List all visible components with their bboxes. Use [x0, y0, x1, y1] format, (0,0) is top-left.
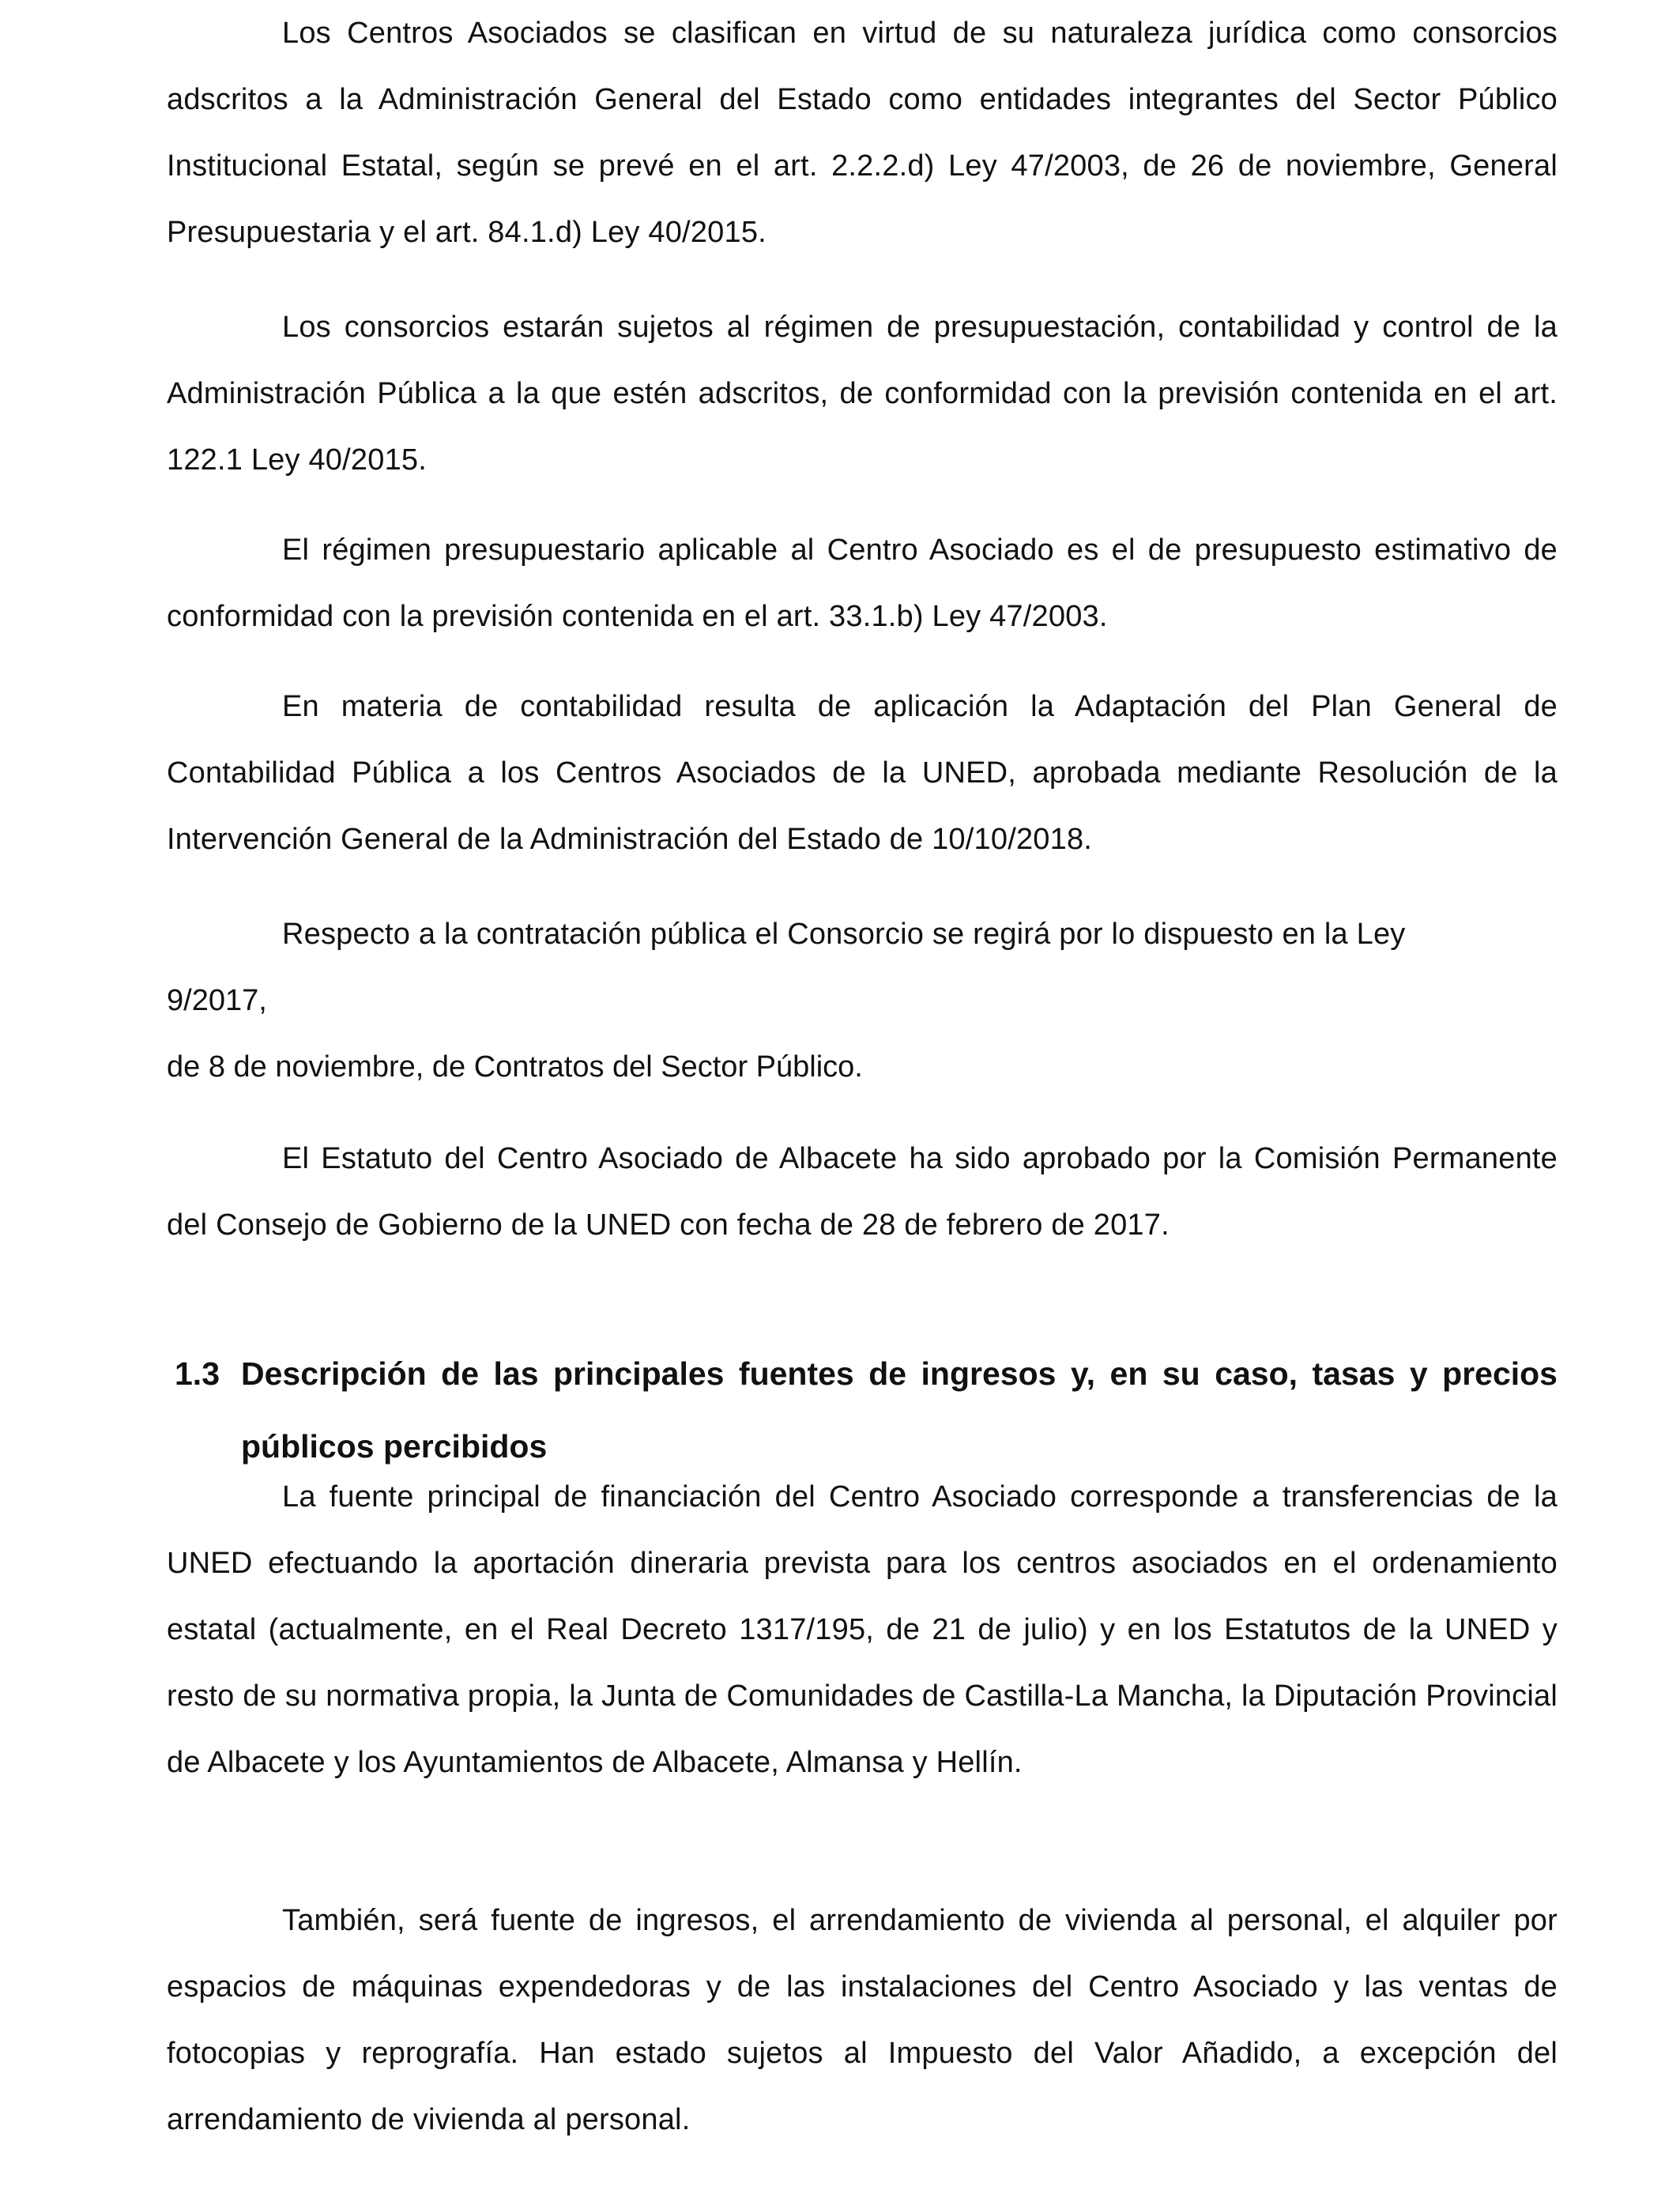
paragraph-contratacion-line1: Respecto a la contratación pública el Consorcio se regirá por lo dispuesto en la Ley	[282, 918, 1406, 951]
paragraph-estatuto: El Estatuto del Centro Asociado de Albacete ha sido aprobado por la Comisión Permanente del Consejo de Gobierno de la UNED con fecha de 28 de febrero de 2017.	[167, 1142, 1558, 1242]
paragraph-regimen-presupuestario: El régimen presupuestario aplicable al Centro Asociado es el de presupuesto estimativo de conformidad con la previsión contenida en el art. 33.1.b) Ley 47/2003.	[167, 533, 1558, 633]
paragraph-contratacion-line2: 9/2017,	[167, 984, 267, 1017]
paragraph-contratacion-line3: de 8 de noviembre, de Contratos del Sector Público.	[167, 1050, 863, 1084]
paragraph-fuente-financiacion: La fuente principal de financiación del Centro Asociado corresponde a transferencias de la UNED efectuando la aportación dineraria prevista para los centros asociados en el ordenamiento estatal (actualmente, en el Real Decreto 1317/195, de 21 de julio) y en los Estatutos de la UNED y resto de su normativa propia, la Junta de Comunidades de Castilla-La Mancha, la Diputación Provincial de Albacete y los Ayuntamientos de Albacete, Almansa y Hellín.	[167, 1480, 1558, 1779]
paragraph-regimen-consorcios: Los consorcios estarán sujetos al régimen de presupuestación, contabilidad y control de la Administración Pública a la que estén adscritos, de conformidad con la previsión contenida en el art. 122.1 Ley 40/2015.	[167, 311, 1558, 477]
section-heading	[175, 1337, 1558, 1483]
section-title-line2: públicos percibidos	[241, 1428, 548, 1465]
paragraph-contabilidad: En materia de contabilidad resulta de aplicación la Adaptación del Plan General de Contabilidad Pública a los Centros Asociados de la UNED, aprobada mediante Resolución de la Intervención General de la Administración del Estado de 10/10/2018.	[167, 690, 1558, 856]
section-number: 1.3	[175, 1355, 220, 1392]
section-title-line1: Descripción de las principales fuentes de ingresos y, en su caso, tasas y precios	[241, 1355, 1558, 1392]
paragraph-otros-ingresos: También, será fuente de ingresos, el arrendamiento de vivienda al personal, el alquiler por espacios de máquinas expendedoras y de las instalaciones del Centro Asociado y las ventas de fotocopias y reprografía. Han estado sujetos al Impuesto del Valor Añadido, a excepción del arrendamiento de vivienda al personal.	[167, 1904, 1558, 2136]
paragraph-consorcios-clasificacion: Los Centros Asociados se clasifican en virtud de su naturaleza jurídica como consorcios adscritos a la Administración General del Estado como entidades integrantes del Sector Público Institucional Estatal, según se prevé en el art. 2.2.2.d) Ley 47/2003, de 26 de noviembre, General Presupuestaria y el art. 84.1.d) Ley 40/2015.	[167, 17, 1558, 249]
